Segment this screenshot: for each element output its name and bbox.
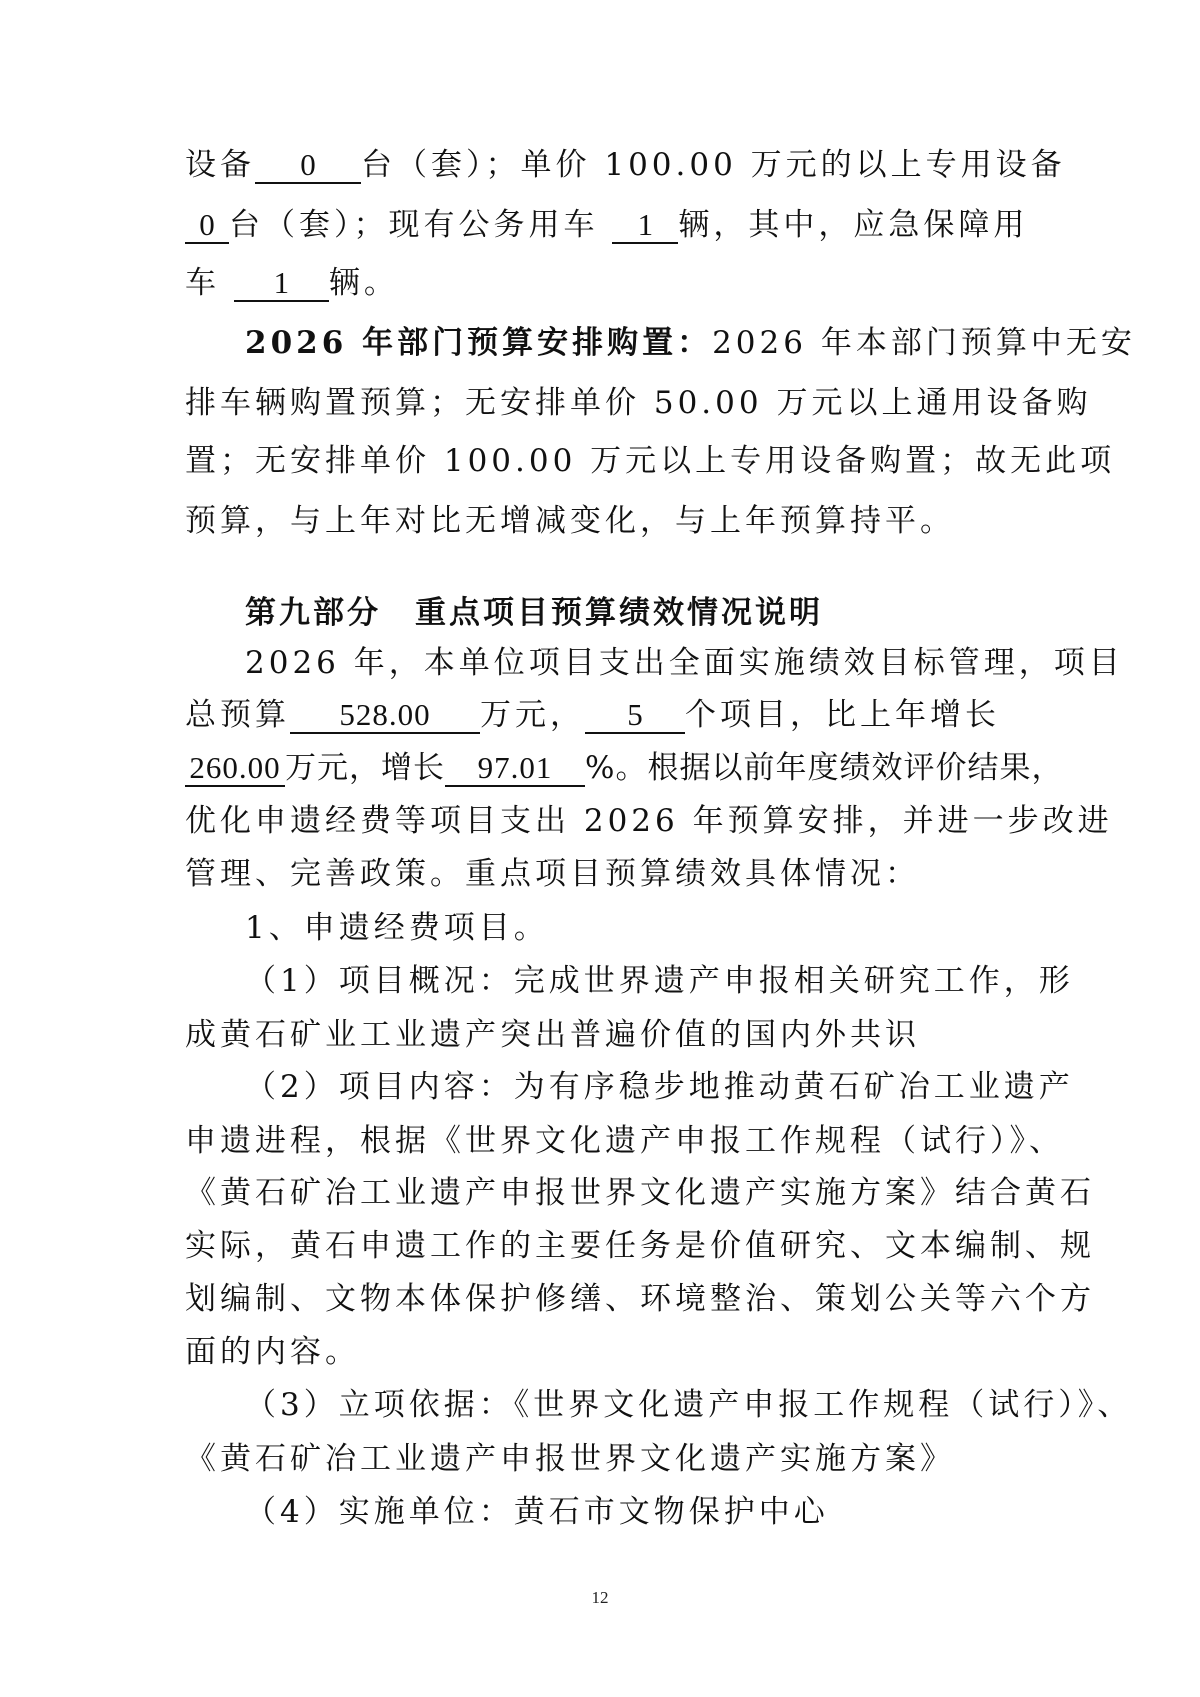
filled-blank-value: 5 (585, 698, 685, 734)
text: %。根据以前年度绩效评价结果， (585, 750, 1064, 786)
filled-blank-value: 1 (234, 266, 329, 302)
filled-blank-value: 1 (612, 208, 678, 244)
text: 台（套）；现有公务用车 (229, 207, 599, 243)
item-1-content-line-2: 申遗进程，根据《世界文化遗产申报工作规程（试行）》、 (185, 1123, 1064, 1159)
text: 台（套）；单价 100.00 万元的以上专用设备 (361, 147, 1066, 183)
filled-blank-value: 97.01 (445, 751, 585, 787)
item-1-overview-line-1: （1）项目概况：完成世界遗产申报相关研究工作，形 (245, 963, 1074, 999)
filled-blank-value: 0 (255, 148, 361, 184)
summary-line-1: 2026 年，本单位项目支出全面实施绩效目标管理，项目 (245, 645, 1124, 681)
text: 万元， (480, 697, 585, 733)
text: 设备 (185, 147, 255, 183)
spacer (599, 207, 613, 243)
purchase-label: 2026 年部门预算安排购置： (245, 325, 713, 361)
summary-line-4: 优化申遗经费等项目支出 2026 年预算安排，并进一步改进 (185, 803, 1113, 839)
equipment-line-3 (185, 258, 1025, 308)
text: 万元，增长 (285, 750, 445, 786)
item-1-basis-line-1: （3）立项依据：《世界文化遗产申报工作规程（试行）》、 (245, 1387, 1133, 1423)
filled-blank-value: 528.00 (290, 698, 480, 734)
text: 总预算 (185, 697, 290, 733)
filled-blank-value: 260.00 (185, 751, 285, 787)
item-1-implementer-line: （4）实施单位：黄石市文物保护中心 (245, 1494, 829, 1530)
item-1-content-line-1: （2）项目内容：为有序稳步地推动黄石矿冶工业遗产 (245, 1069, 1074, 1105)
spacer (220, 265, 234, 301)
purchase-line-3: 置；无安排单价 100.00 万元以上专用设备购置；故无此项 (185, 443, 1116, 479)
purchase-line-2: 排车辆购置预算；无安排单价 50.00 万元以上通用设备购 (185, 385, 1092, 421)
filled-blank-value: 0 (185, 208, 229, 244)
page-number: 12 (591, 1588, 609, 1607)
text: 辆。 (328, 265, 399, 301)
item-1-overview-line-2: 成黄石矿业工业遗产突出普遍价值的国内外共识 (185, 1017, 920, 1053)
item-1-content-line-5: 划编制、文物本体保护修缮、环境整治、策划公关等六个方 (185, 1281, 1095, 1317)
text: 辆，其中，应急保障用 (678, 207, 1029, 243)
section-heading: 第九部分 重点项目预算绩效情况说明 (245, 595, 823, 631)
item-1-content-line-4: 实际，黄石申遗工作的主要任务是价值研究、文本编制、规 (185, 1228, 1095, 1264)
summary-line-2 (185, 690, 1025, 740)
purchase-line-1 (245, 318, 1136, 368)
equipment-line-1 (185, 140, 1066, 190)
item-1-basis-line-2: 《黄石矿冶工业遗产申报世界文化遗产实施方案》 (185, 1441, 955, 1477)
item-1-title: 1、申遗经费项目。 (245, 910, 549, 946)
summary-line-5: 管理、完善政策。重点项目预算绩效具体情况： (185, 856, 920, 892)
summary-line-3 (185, 743, 1064, 793)
text: 车 (185, 265, 220, 301)
equipment-line-2 (185, 200, 1029, 250)
text: 个项目，比上年增长 (685, 697, 1000, 733)
item-1-content-line-6: 面的内容。 (185, 1334, 360, 1370)
text: 2026 年本部门预算中无安 (712, 325, 1136, 361)
purchase-line-4: 预算，与上年对比无增减变化，与上年预算持平。 (185, 503, 955, 539)
item-1-content-line-3: 《黄石矿冶工业遗产申报世界文化遗产实施方案》结合黄石 (185, 1175, 1095, 1211)
